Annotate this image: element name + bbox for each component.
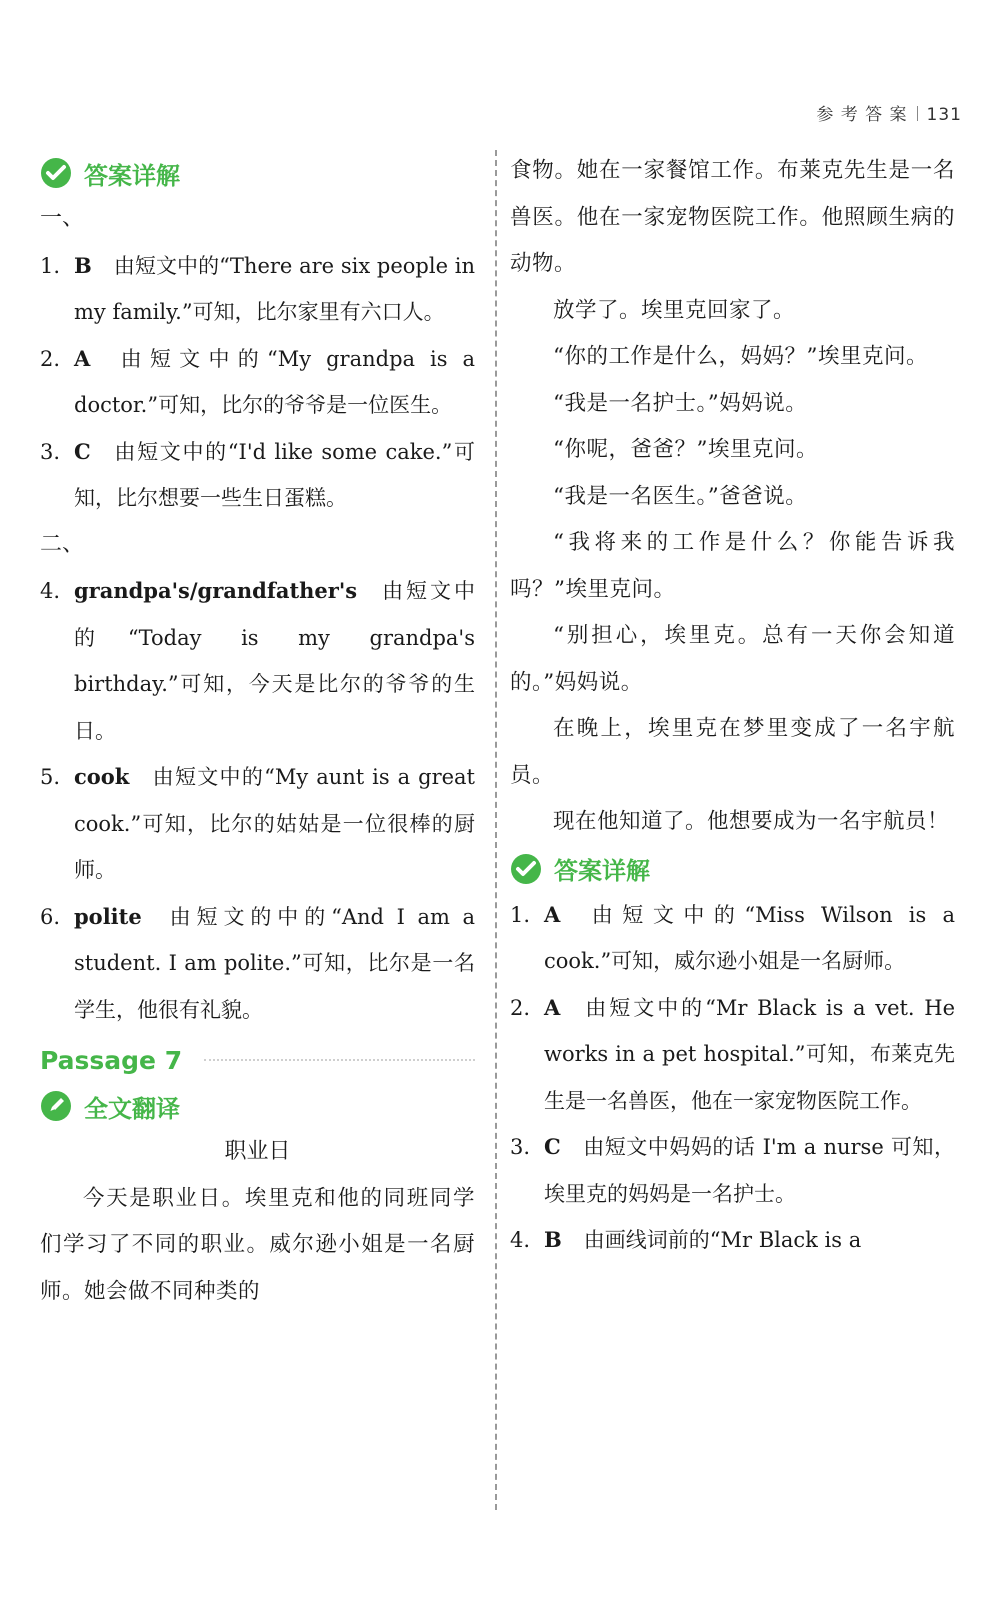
item-number: 4. <box>510 1228 531 1252</box>
header-separator <box>917 106 918 121</box>
translation-section-heading <box>40 1083 475 1129</box>
item-answer: polite <box>74 903 142 929</box>
item-explanation: 由短文中的“Miss Wilson is a cook.”可知，威尔逊小姐是一名厨师。 <box>544 902 955 973</box>
answer-item <box>510 1124 955 1217</box>
story-paragraph: “我是一名医生。”爸爸说。 <box>553 483 808 509</box>
item-number: 5. <box>40 765 61 789</box>
story-paragraph-continued: 食物。她在一家餐馆工作。布莱克先生是一名兽医。他在一家宠物医院工作。他照顾生病的动物。 <box>510 158 955 276</box>
story-paragraph: 放学了。埃里克回家了。 <box>553 297 796 323</box>
answer-section-heading <box>510 846 955 892</box>
check-badge-icon <box>510 853 542 885</box>
dotted-rule <box>204 1059 475 1061</box>
answer-item <box>40 429 475 522</box>
item-answer: C <box>544 1134 561 1159</box>
item-explanation: 由画线词前的“Mr Black is a <box>583 1228 862 1252</box>
answer-item <box>510 1217 955 1264</box>
page-header <box>816 100 962 125</box>
item-answer: A <box>544 994 561 1020</box>
item-answer: A <box>544 901 561 927</box>
answer-item <box>40 568 475 754</box>
item-number: 3. <box>510 1135 531 1159</box>
passage-title <box>40 1037 475 1083</box>
item-number: 1. <box>510 902 531 927</box>
item-explanation: 由短文中妈妈的话 I'm a nurse 可知，埃里克的妈妈是一名护士。 <box>544 1135 955 1206</box>
right-column <box>510 148 955 1264</box>
item-answer: B <box>74 252 92 278</box>
item-explanation: 由短文中的“There are six people in my family.”可知，比尔家里有六口人。 <box>74 253 475 324</box>
part-one-label: 一、 <box>40 206 85 231</box>
story-paragraph: “你呢，爸爸？”埃里克问。 <box>553 437 818 462</box>
item-answer: C <box>74 438 91 464</box>
item-explanation: 由短文中的“I'd like some cake.”可知，比尔想要一些生日蛋糕。 <box>74 439 475 510</box>
story-paragraph: “我是一名护士。”妈妈说。 <box>553 390 808 416</box>
item-number: 2. <box>510 995 531 1020</box>
item-explanation: 由短文中的“My aunt is a great cook.”可知，比尔的姑姑是一位很棒的厨师。 <box>74 765 475 882</box>
item-explanation: 由短文中的“My grandpa is a doctor.”可知，比尔的爷爷是一位医生。 <box>74 346 475 417</box>
pencil-badge-icon <box>40 1090 72 1122</box>
page-number: 131 <box>926 105 962 125</box>
part-two-label: 二、 <box>40 531 85 557</box>
item-answer: cook <box>74 764 130 789</box>
story-paragraph: 现在他知道了。他想要成为一名宇航员！ <box>553 809 950 834</box>
column-divider <box>495 150 497 1510</box>
item-answer: B <box>544 1227 562 1252</box>
answer-section-title: 答案详解 <box>554 857 650 885</box>
answer-item <box>40 754 475 894</box>
item-number: 3. <box>40 439 61 464</box>
left-column <box>40 150 475 1315</box>
item-explanation: 由短文中的“Today is my grandpa's birthday.”可知，今天是比尔的爷爷的生日。 <box>74 579 475 743</box>
item-number: 6. <box>40 904 61 929</box>
translation-section-title: 全文翻译 <box>84 1094 180 1123</box>
story-paragraph: 今天是职业日。埃里克和他的同班同学们学习了不同的职业。威尔逊小姐是一名厨师。她会做不同种类的 <box>40 1185 475 1304</box>
answer-section-title: 答案详解 <box>84 161 180 190</box>
header-label: 参 考 答 案 <box>816 105 908 125</box>
answer-section-heading <box>40 150 475 196</box>
answer-item <box>40 336 475 429</box>
story-paragraph: “我将来的工作是什么？你能告诉我吗？”埃里克问。 <box>510 530 955 602</box>
story-title: 职业日 <box>224 1139 291 1164</box>
item-explanation: 由短文的中的“And I am a student. I am polite.”可知，比尔是一名学生，他很有礼貌。 <box>74 904 475 1022</box>
story-paragraph: 在晚上，埃里克在梦里变成了一名宇航员。 <box>510 716 955 788</box>
passage-title-text: Passage 7 <box>40 1045 183 1075</box>
check-badge-icon <box>40 157 72 189</box>
item-answer: grandpa's/grandfather's <box>74 578 358 603</box>
item-number: 1. <box>40 253 61 278</box>
answer-item <box>510 985 955 1125</box>
answer-item <box>40 894 475 1034</box>
item-number: 2. <box>40 346 61 371</box>
answer-item <box>40 243 475 336</box>
answer-item <box>510 892 955 985</box>
story-paragraph: “你的工作是什么，妈妈？”埃里克问。 <box>553 344 928 369</box>
item-answer: A <box>74 345 91 371</box>
item-explanation: 由短文中的“Mr Black is a vet. He works in a pet hospital.”可知，布莱克先生是一名兽医，他在一家宠物医院工作。 <box>544 995 955 1113</box>
item-number: 4. <box>40 579 61 603</box>
story-paragraph: “别担心，埃里克。总有一天你会知道的。”妈妈说。 <box>510 623 955 695</box>
